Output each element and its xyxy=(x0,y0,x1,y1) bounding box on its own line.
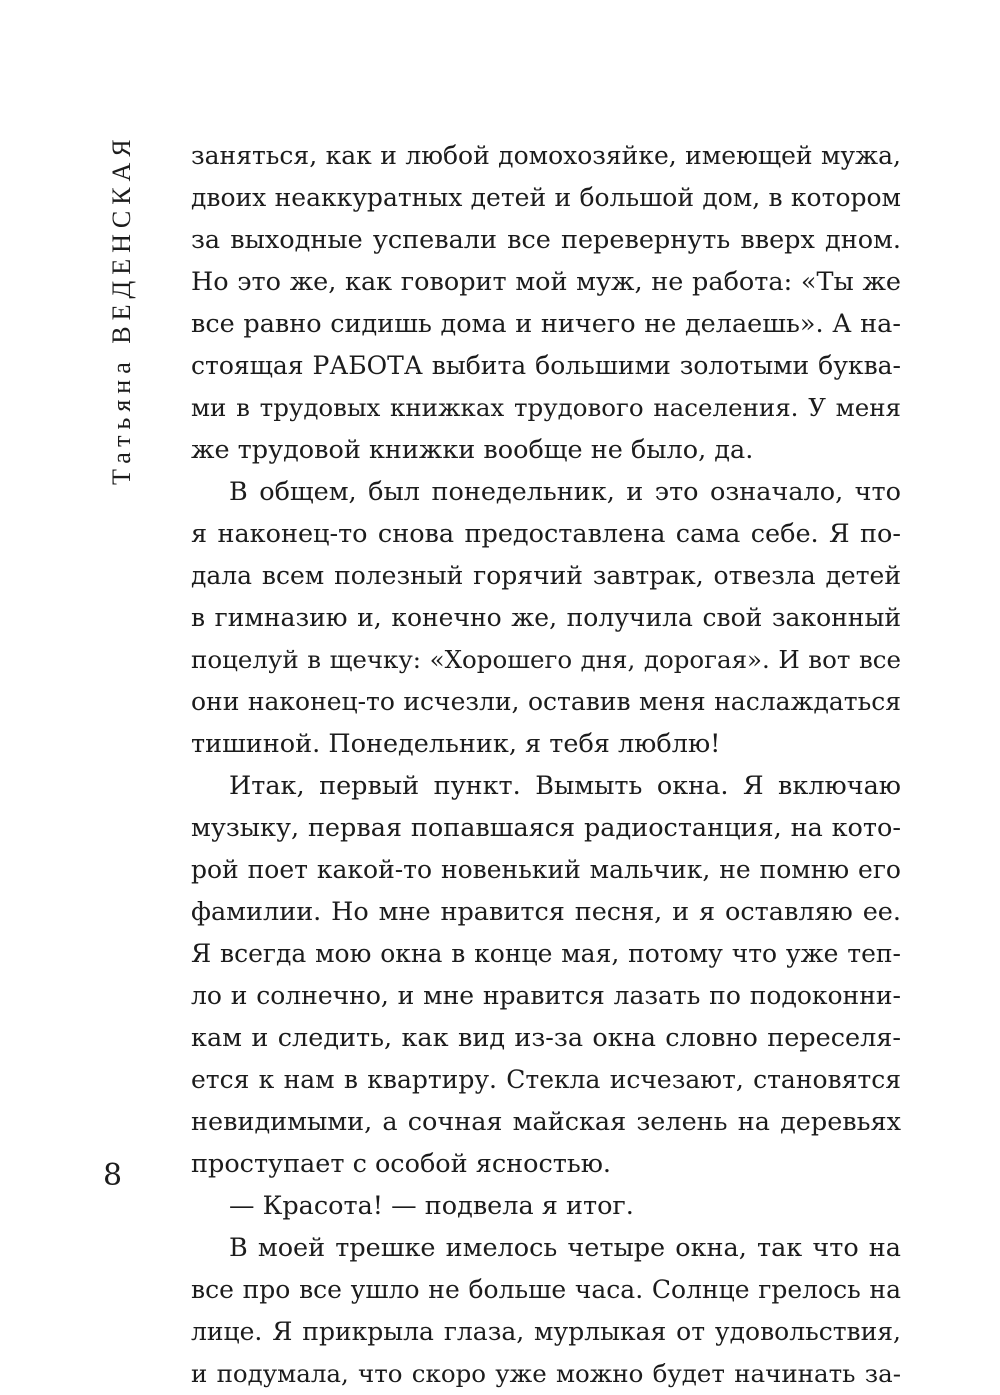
text-line: же трудовой книжки вообще не было, да. xyxy=(191,435,754,465)
text-line: тишиной. Понедельник, я тебя люблю! xyxy=(191,729,721,759)
body-text xyxy=(191,135,901,1395)
text-line: за выходные успевали все перевернуть вверх дном. xyxy=(191,225,901,255)
text-line: невидимыми, а сочная майская зелень на деревьях xyxy=(191,1107,901,1137)
page-number: 8 xyxy=(103,1158,123,1193)
text-line: все равно сидишь дома и ничего не делаешь». А на- xyxy=(191,309,901,339)
text-line: ло и солнечно, и мне нравится лазать по подоконни- xyxy=(191,981,901,1010)
text-line: В общем, был понедельник, и это означало, что xyxy=(229,477,901,507)
text-line: Я всегда мою окна в конце мая, потому что уже теп- xyxy=(191,939,901,968)
text-line: лице. Я прикрыла глаза, мурлыкая от удовольствия, xyxy=(191,1317,901,1346)
text-line: заняться, как и любой домохозяйке, имеющей мужа, xyxy=(191,141,901,170)
text-line: кам и следить, как вид из-за окна словно переселя- xyxy=(191,1023,901,1053)
running-head-author: Татьяна ВЕДЕНСКАЯ xyxy=(107,133,136,485)
text-line: поцелуй в щечку: «Хорошего дня, дорогая». И вот все xyxy=(191,645,901,674)
text-line: все про все ушло не больше часа. Солнце грелось на xyxy=(191,1275,901,1304)
text-line: дала всем полезный горячий завтрак, отвезла детей xyxy=(191,561,901,590)
text-line: стоящая РАБОТА выбита большими золотыми буква- xyxy=(191,351,901,380)
text-line: ми в трудовых книжках трудового населения. У меня xyxy=(191,393,901,422)
text-line: Но это же, как говорит мой муж, не работа: «Ты же xyxy=(191,267,901,297)
text-line: рой поет какой-то новенький мальчик, не помню его xyxy=(191,855,901,884)
text-line: ется к нам в квартиру. Стекла исчезают, становятся xyxy=(191,1065,901,1094)
text-line: я наконец-то снова предоставлена сама себе. Я по- xyxy=(191,519,901,549)
text-line: В моей трешке имелось четыре окна, так что на xyxy=(229,1233,901,1263)
text-line: и подумала, что скоро уже можно будет начинать за- xyxy=(191,1359,901,1388)
text-line: двоих неаккуратных детей и большой дом, в котором xyxy=(191,183,901,212)
text-line: — Красота! — подвела я итог. xyxy=(229,1191,634,1221)
text-line: проступает с особой ясностью. xyxy=(191,1149,612,1179)
text-line: Итак, первый пункт. Вымыть окна. Я включаю xyxy=(229,771,901,801)
text-line: они наконец-то исчезли, оставив меня наслаждаться xyxy=(191,687,901,716)
text-line: музыку, первая попавшаяся радиостанция, на кото- xyxy=(191,813,901,843)
text-line: в гимназию и, конечно же, получила свой законный xyxy=(191,603,901,632)
text-line: фамилии. Но мне нравится песня, и я оставляю ее. xyxy=(191,897,901,927)
